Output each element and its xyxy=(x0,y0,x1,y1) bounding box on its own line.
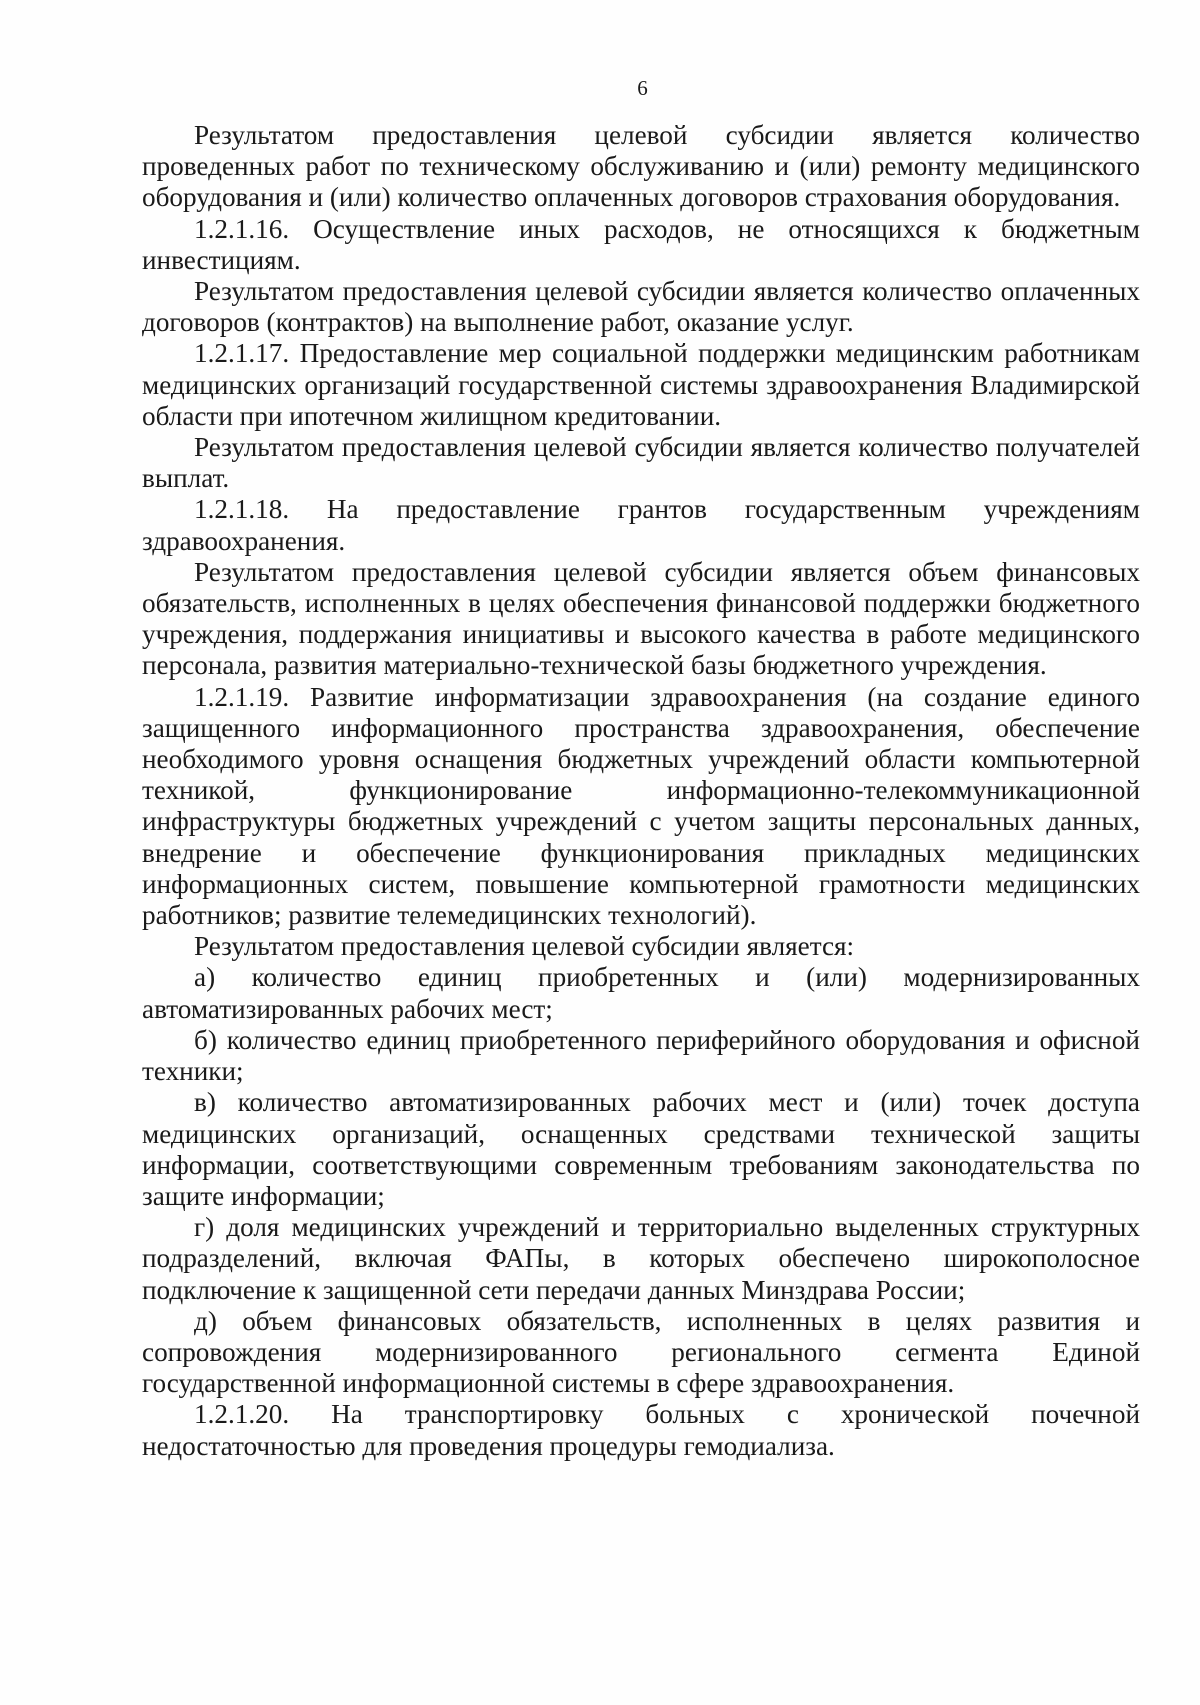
paragraph-result-grants: Результатом предоставления целевой субсидии является объем финансовых обязательств, исполненных в целях обеспечения финансовой поддержки бюджетного учреждения, поддержания инициативы и высокого качества в работе медицинского персонала, развития материально-технической базы бюджетного учреждения. xyxy=(142,556,1140,681)
list-item-d: д) объем финансовых обязательств, исполненных в целях развития и сопровождения модернизированного регионального сегмента Единой государственной информационной системы в сфере здравоохранения. xyxy=(142,1305,1140,1399)
list-item-b: б) количество единиц приобретенного периферийного оборудования и офисной техники; xyxy=(142,1024,1140,1087)
list-item-a: а) количество единиц приобретенных и (или) модернизированных автоматизированных рабочих мест; xyxy=(142,962,1140,1024)
paragraph-1-2-1-18: 1.2.1.18. На предоставление грантов государственным учреждениям здравоохранения. xyxy=(142,494,1140,556)
paragraph-1-2-1-20: 1.2.1.20. На транспортировку больных с хронической почечной недостаточностью для проведения процедуры гемодиализа. xyxy=(142,1399,1140,1461)
paragraph-1-2-1-19: 1.2.1.19. Развитие информатизации здравоохранения (на создание единого защищенного информационного пространства здравоохранения, обеспечение необходимого уровня оснащения бюджетных учреждений области компьютерной техникой, функционирование информационно-телекоммуникационной инфраструктуры бюджетных учреждений с учетом защиты персональных данных, внедрение и обеспечение функционирования прикладных медицинских информационных систем, повышение компьютерной грамотности медицинских работников; развитие телемедицинских технологий). xyxy=(142,681,1140,931)
paragraph-result-recipients: Результатом предоставления целевой субсидии является количество получателей выплат. xyxy=(142,432,1140,494)
paragraph-result-maintenance: Результатом предоставления целевой субсидии является количество проведенных работ по техническому обслуживанию и (или) ремонту медицинского оборудования и (или) количество оплаченных договоров страхования оборудования. xyxy=(142,120,1140,213)
document-body xyxy=(142,120,1140,1462)
list-item-v: в) количество автоматизированных рабочих мест и (или) точек доступа медицинских организаций, оснащенных средствами технической защиты информации, соответствующими современным требованиям законодательства по защите информации; xyxy=(142,1087,1140,1211)
paragraph-1-2-1-17: 1.2.1.17. Предоставление мер социальной поддержки медицинским работникам медицинских организаций государственной системы здравоохранения Владимирской области при ипотечном жилищном кредитовании. xyxy=(142,338,1140,431)
paragraph-result-contracts: Результатом предоставления целевой субсидии является количество оплаченных договоров (контрактов) на выполнение работ, оказание услуг. xyxy=(142,276,1140,338)
page-number: 6 xyxy=(637,76,648,100)
paragraph-1-2-1-16: 1.2.1.16. Осуществление иных расходов, не относящихся к бюджетным инвестициям. xyxy=(142,213,1140,275)
list-item-g: г) доля медицинских учреждений и территориально выделенных структурных подразделений, включая ФАПы, в которых обеспечено широкополосное подключение к защищенной сети передачи данных Минздрава России; xyxy=(142,1212,1140,1305)
paragraph-result-informatization: Результатом предоставления целевой субсидии является: xyxy=(194,931,855,962)
